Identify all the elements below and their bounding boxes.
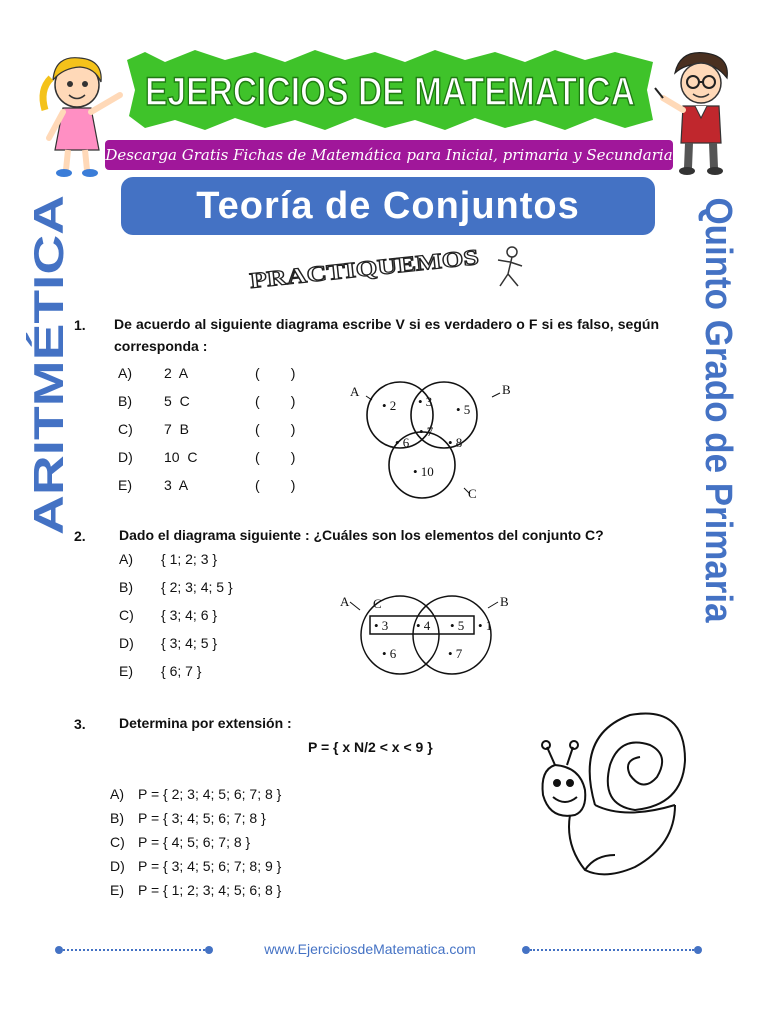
q2-option-letter: D) (119, 635, 134, 651)
q2-element: • 7 (448, 646, 463, 661)
q2-element: • 5 (450, 618, 465, 633)
q1-option-letter: A) (118, 365, 132, 381)
q1-element: • 7 (419, 424, 434, 439)
q1-option-letter: D) (118, 449, 133, 465)
q1-element: • 5 (456, 402, 471, 417)
footer-dot-icon (522, 946, 530, 954)
q2-number: 2. (74, 528, 86, 544)
q1-option-letter: E) (118, 477, 132, 493)
q3-option-value: P = { 4; 5; 6; 7; 8 } (138, 834, 251, 850)
aritmetica-vertical-label (25, 190, 76, 540)
practiquemos-text: PRACTIQUEMOS (248, 249, 433, 293)
svg-text:Quinto Grado de Primaria: Quinto Grado de Primaria (696, 197, 739, 660)
q1-option-value: 5 C (164, 393, 190, 409)
svg-text:ARITMÉTICA: ARITMÉTICA (25, 276, 73, 535)
q2-element: • 4 (416, 618, 431, 633)
q1-option-letter: B) (118, 393, 132, 409)
q1-option-letter: C) (118, 421, 133, 437)
q2-option-letter: B) (119, 579, 133, 595)
page-title: Teoría de Conjuntos (121, 177, 655, 235)
q3-option-letter: D) (110, 858, 125, 874)
q1-element: • 6 (395, 435, 410, 450)
q1-option-value: 2 A (164, 365, 189, 381)
q2-option-letter: C) (119, 607, 134, 623)
q1-text: De acuerdo al siguiente diagrama escribe V si es verdadero o F si es falso, según corresponda : (114, 316, 659, 354)
q2-option-letter: E) (119, 663, 133, 679)
q1-answer-blank[interactable]: ( ) (255, 449, 296, 465)
q2-option-letter: A) (119, 551, 133, 567)
q2-option-value: { 2; 3; 4; 5 } (161, 579, 233, 595)
q2-option-value: { 3; 4; 5 } (161, 635, 218, 651)
footer-divider-left (63, 949, 205, 951)
q2-element: • 6 (382, 646, 397, 661)
q2-option-value: { 3; 4; 6 } (161, 607, 218, 623)
q2-option-value: { 1; 2; 3 } (161, 551, 218, 567)
q1-venn-diagram (340, 368, 520, 508)
q2-element: • 1 (478, 618, 493, 633)
practiquemos-label (240, 240, 530, 300)
q3-option-value: P = { 3; 4; 5; 6; 7; 8; 9 } (138, 858, 282, 874)
q1-element: • 10 (413, 464, 434, 479)
q2-venn-diagram (330, 588, 520, 676)
q1-option-value: 7 B (164, 421, 189, 437)
q3-option-letter: A) (110, 786, 124, 802)
q1-answer-blank[interactable]: ( ) (255, 421, 296, 437)
q3-formula: P = { x N/2 < x < 9 } (308, 739, 433, 755)
q1-label-b: B (502, 382, 511, 397)
footer-url-link[interactable]: www.EjerciciosdeMatematica.com (264, 941, 476, 957)
q1-option-value: 3 A (164, 477, 189, 493)
q2-option-value: { 6; 7 } (161, 663, 202, 679)
q2-element: • 3 (374, 618, 389, 633)
q3-option-letter: C) (110, 834, 125, 850)
q3-option-value: P = { 2; 3; 4; 5; 6; 7; 8 } (138, 786, 282, 802)
q1-element: • 2 (382, 398, 397, 413)
q3-option-value: P = { 1; 2; 3; 4; 5; 6; 8 } (138, 882, 282, 898)
snail-image (525, 695, 695, 885)
q1-answer-blank[interactable]: ( ) (255, 477, 296, 493)
runner-icon (498, 247, 522, 286)
footer-divider-right (530, 949, 694, 951)
q3-option-value: P = { 3; 4; 5; 6; 7; 8 } (138, 810, 266, 826)
footer-dot-icon (205, 946, 213, 954)
grade-vertical-label (686, 190, 746, 660)
q1-number: 1. (74, 317, 86, 333)
q1-answer-blank[interactable]: ( ) (255, 365, 296, 381)
q3-number: 3. (74, 716, 86, 732)
footer-dot-icon (55, 946, 63, 954)
q2-circle-b (413, 596, 491, 674)
q2-text: Dado el diagrama siguiente : ¿Cuáles son los elementos del conjunto C? (119, 527, 604, 543)
q1-option-value: 10 C (164, 449, 198, 465)
q2-label-c: C (373, 596, 382, 611)
q3-option-letter: B) (110, 810, 124, 826)
q1-label-a: A (350, 384, 360, 399)
brand-title (125, 50, 655, 130)
q3-text: Determina por extensión : (119, 715, 292, 731)
footer-dot-icon (694, 946, 702, 954)
q1-label-c: C (468, 486, 477, 501)
subtitle-banner: Descarga Gratis Fichas de Matemática para Inicial, primaria y Secundaria (105, 140, 673, 170)
q2-label-b: B (500, 594, 509, 609)
q1-answer-blank[interactable]: ( ) (255, 393, 296, 409)
q3-option-letter: E) (110, 882, 124, 898)
q1-element: • 3 (418, 394, 433, 409)
q1-element: • 8 (448, 435, 463, 450)
brand-title-text: EJERCICIOS DE MATEMATICA (145, 70, 635, 114)
q2-label-a: A (340, 594, 350, 609)
